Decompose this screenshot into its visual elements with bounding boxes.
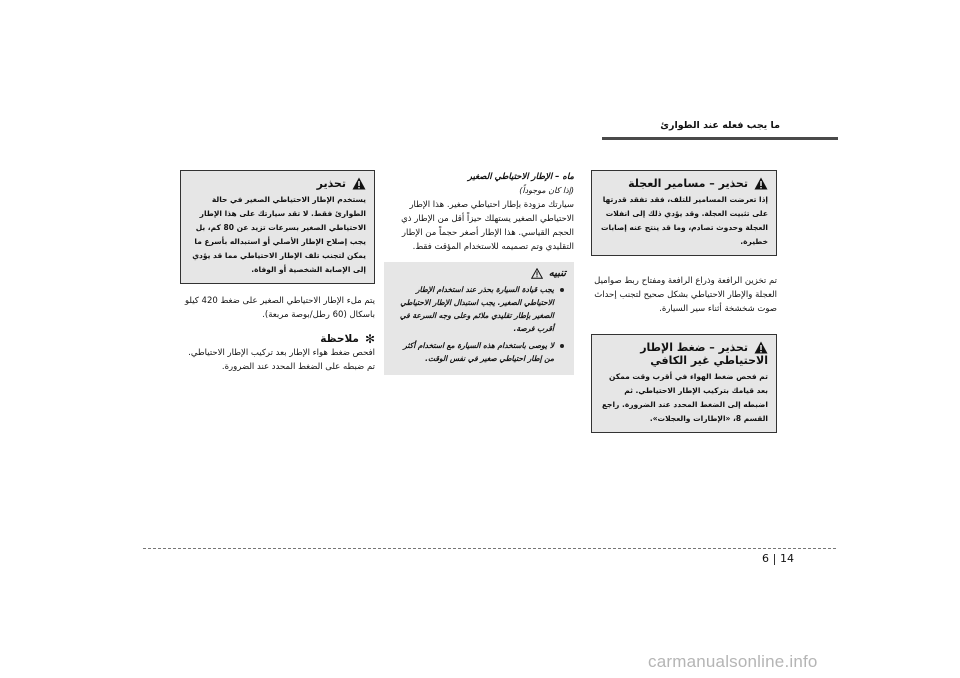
- inflation-paragraph: يتم ملء الإطار الاحتياطي الصغير على ضغط 420 كيلو باسكال (60 رطل/بوصة مربعة).: [185, 296, 375, 320]
- page-separator: [774, 554, 775, 565]
- warning-triangle-icon: [352, 177, 366, 190]
- header-rule: [602, 137, 838, 140]
- warning-text: إذا تعرضت المسامير للتلف، فقد تفقد قدرتها على تثبيت العجلة. وقد يؤدي ذلك إلى انفلات العجلة وحدوث تصادم، وما قد ينتج عنه إصابات خطيرة.: [601, 195, 768, 246]
- star-icon: ✻: [364, 332, 375, 346]
- right-column: [591, 170, 777, 433]
- caution-list: [392, 283, 566, 365]
- compact-spare-paragraph: سيارتك مزودة بإطار احتياطي صغير. هذا الإطار الاحتياطي الصغير يستهلك حيزاً أقل من الإطار ذي الحجم القياسي. هذا الإطار أصغر حجماً من الإطار التقليدي وتم تصميمه للاستخدام المؤقت فقط.: [401, 200, 574, 252]
- middle-column: [384, 170, 574, 375]
- page-number: [762, 552, 794, 565]
- caution-title: تنبيه: [548, 268, 566, 279]
- note-paragraph: افحص ضغط هواء الإطار بعد تركيب الإطار الاحتياطي. تم ضبطه على الضغط المحدد عند الضرورة.: [188, 348, 375, 372]
- chapter-number: 6: [762, 552, 769, 565]
- warning-text: يستخدم الإطار الاحتياطي الصغير في حالة الطوارئ فقط. لا تقد سيارتك على هذا الإطار الاحتياطي الصغير بسرعات تزيد عن 80 كم، بل يجب إصلاح الإطار الأصلي أو استبداله بأسرع ما يمكن لتجنب تلف الإطار الاحتياطي مما قد يؤدي إلى الإصابة الشخصية أو الوفاة.: [192, 195, 366, 274]
- caution-title-row: [392, 268, 566, 279]
- left-column: [180, 170, 375, 374]
- list-item: يجب قيادة السيارة بحذر عند استخدام الإطار الاحتياطي الصغير. يجب استبدال الإطار الاحتياطي الصغير بإطار تقليدي ملائم وعلى وجه السرعة في أقرب فرصة.: [392, 283, 554, 335]
- warning-triangle-icon: [754, 177, 768, 190]
- warning-subtitle: الاحتياطي غير الكافي: [650, 354, 768, 367]
- warning-title-row: [598, 177, 768, 190]
- warning-text: تم فحص ضغط الهواء في أقرب وقت ممكن بعد قيامك بتركيب الإطار الاحتياطي. ثم اضبطه إلى الضغط المحدد عند الضرورة. راجع القسم 8، «الإطارات والعجلات».: [601, 372, 768, 423]
- page-header-title: ما يجب فعله عند الطوارئ: [660, 120, 780, 131]
- spare-pressure-warning-box: [591, 334, 777, 433]
- section-subheading: (إذا كان موجوداً): [519, 186, 574, 195]
- warning-title-row: [598, 341, 768, 354]
- wheel-nuts-warning-box: [591, 170, 777, 256]
- section-heading: ماه – الإطار الاحتياطي الصغير: [467, 172, 574, 182]
- page-number-value: 14: [780, 552, 794, 565]
- compact-spare-warning-box: [180, 170, 375, 284]
- caution-box: [384, 262, 574, 375]
- footer-rule: [143, 548, 836, 549]
- note-title-row: [180, 332, 375, 346]
- warning-title: تحذير: [316, 177, 346, 190]
- warning-title-row: [187, 177, 366, 190]
- warning-triangle-icon: [754, 341, 768, 354]
- watermark: carmanualsonline.info: [648, 652, 818, 671]
- list-item: لا يوصى باستخدام هذه السيارة مع استخدام أكثر من إطار احتياطي صغير في نفس الوقت.: [392, 339, 554, 365]
- warning-title: تحذير – مسامير العجلة: [628, 177, 748, 190]
- caution-triangle-icon: [531, 268, 543, 279]
- warning-title: تحذير – ضغط الإطار: [640, 341, 748, 354]
- note-title: ملاحظة: [320, 333, 359, 345]
- storage-paragraph: تم تخزين الرافعة وذراع الرافعة ومفتاح ربط صواميل العجلة والإطار الاحتياطي بشكل صحيح لتجنب إحداث صوت شخشخة أثناء سير السيارة.: [594, 276, 777, 314]
